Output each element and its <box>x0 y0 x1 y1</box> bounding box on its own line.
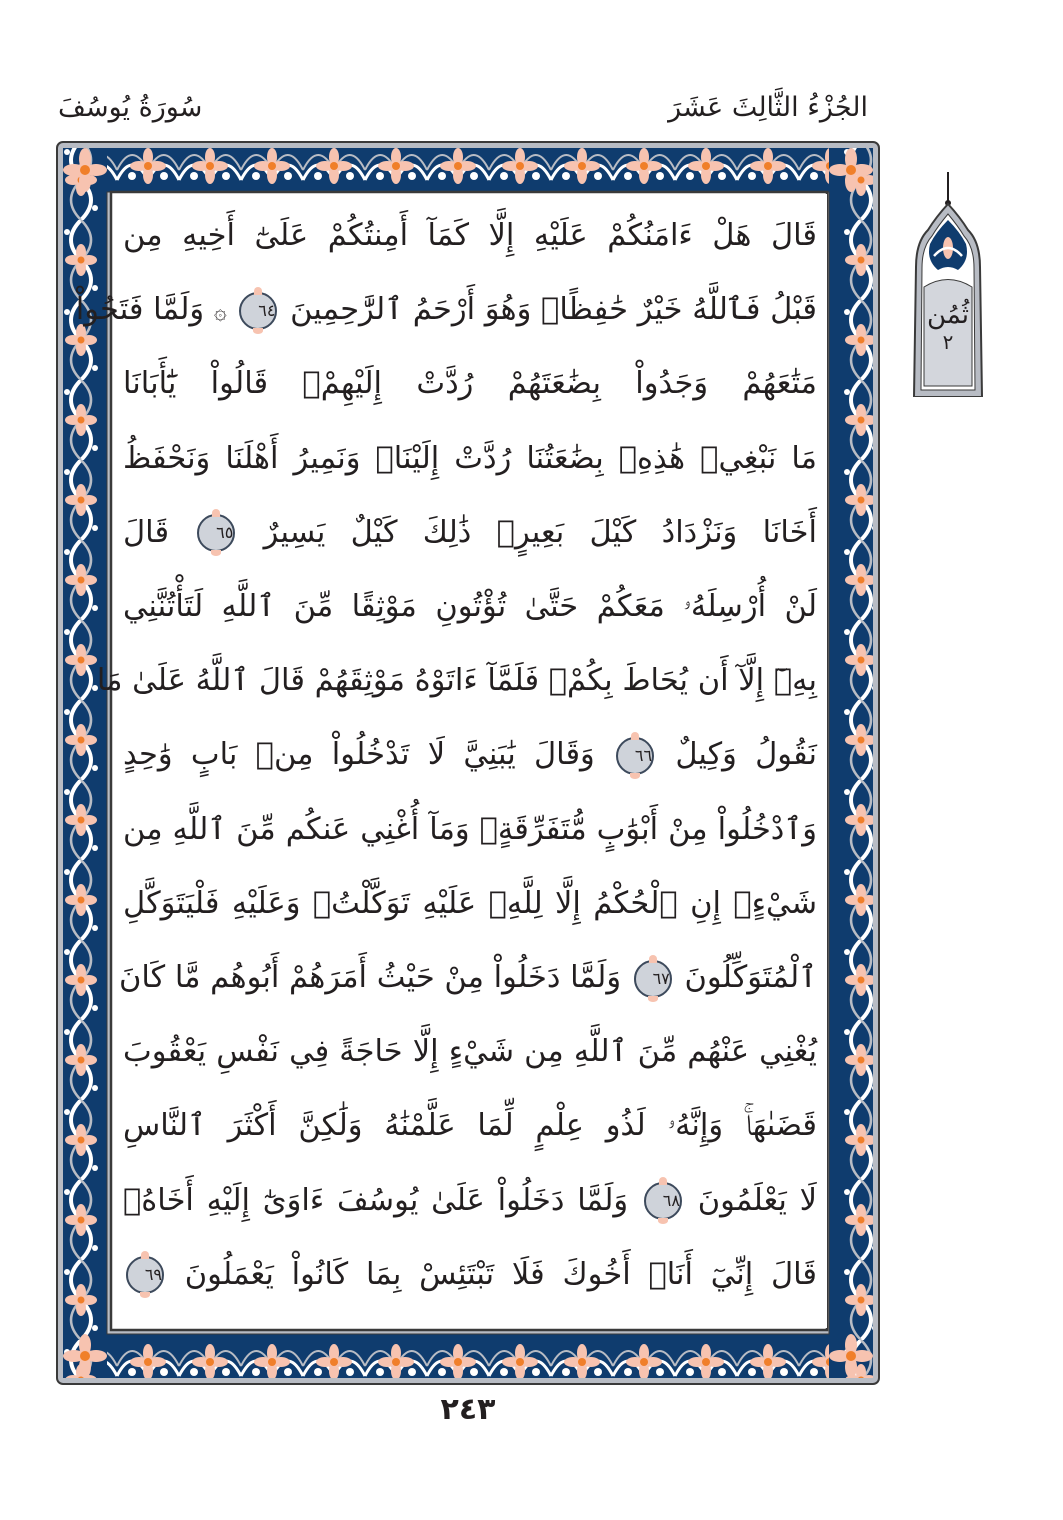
ayah-number-marker: ٦٥ <box>197 514 235 552</box>
verse-text: لَا يَعْلَمُونَ <box>697 1182 817 1218</box>
verse-text: لَنْ أُرْسِلَهُۥ مَعَكُمْ حَتَّىٰ تُؤْتُونِ مَوْثِقًا مِّنَ ٱللَّهِ لَتَأْتُنَّنِي <box>123 589 817 624</box>
hizb-marker <box>908 172 988 397</box>
text-line <box>123 727 817 783</box>
text-line <box>123 1098 817 1154</box>
verse-text: وَلَمَّا دَخَلُواْ عَلَىٰ يُوسُفَ ءَاوَىٰٓ إِلَيْهِ أَخَاهُۖ <box>123 1182 629 1218</box>
juz-title: الجُزْءُ الثَّالِثَ عَشَرَ <box>668 92 868 123</box>
ayah-number-marker: ٦٤ <box>239 292 277 330</box>
text-line <box>123 579 817 635</box>
text-line <box>96 653 817 709</box>
text-panel <box>75 194 827 1328</box>
ayah-number-marker: ٦٨ <box>644 1182 682 1220</box>
hizb-number: ٢ <box>942 330 954 354</box>
verse-text: مَا نَبْغِيۖ هَٰذِهِۦ بِضَٰعَتُنَا رُدَّتْ إِلَيْنَاۖ وَنَمِيرُ أَهْلَنَا وَنَحْفَظُ <box>123 440 817 476</box>
text-line <box>75 282 817 338</box>
text-line <box>123 431 817 487</box>
text-line <box>123 876 817 932</box>
verse-text: قَبْلُ فَٱللَّهُ خَيْرٌ حَٰفِظًاۖ وَهُوَ أَرْحَمُ ٱلرَّٰحِمِينَ <box>290 292 817 328</box>
ayah-number-marker: ٦٧ <box>634 960 672 998</box>
hizb-label <box>908 300 988 354</box>
text-line <box>123 1247 817 1303</box>
verse-text: قَضَىٰهَاۚ وَإِنَّهُۥ لَذُو عِلْمٍ لِّمَا عَلَّمْنَٰهُ وَلَٰكِنَّ أَكْثَرَ ٱلنَّاسِ <box>123 1108 817 1144</box>
verse-text: وَلَمَّا دَخَلُواْ مِنْ حَيْثُ أَمَرَهُمْ أَبُوهُم مَّا كَانَ <box>118 960 622 995</box>
ayah-number-marker: ٦٦ <box>616 737 654 775</box>
text-line <box>123 208 817 264</box>
rub-el-hizb-icon: ۞ <box>213 300 227 326</box>
verse-text: وَلَمَّا فَتَحُواْ <box>75 292 205 328</box>
text-line <box>123 1024 817 1080</box>
verse-text: مَتَٰعَهُمْ وَجَدُواْ بِضَٰعَتَهُمْ رُدَّتْ إِلَيْهِمْۖ قَالُواْ يَٰٓأَبَانَا <box>123 366 817 402</box>
verse-text: قَالَ <box>123 514 170 550</box>
text-line <box>123 356 817 412</box>
verse-text: وَقَالَ يَٰبَنِيَّ لَا تَدْخُلُواْ مِنۢ بَابٍ وَٰحِدٍ <box>123 737 595 773</box>
verse-text: قَالَ إِنِّيٓ أَنَا۠ أَخُوكَ فَلَا تَبْتَئِسْ بِمَا كَانُواْ يَعْمَلُونَ <box>184 1256 817 1292</box>
text-line <box>123 1173 817 1229</box>
verse-text: ٱلْمُتَوَكِّلُونَ <box>684 960 817 995</box>
verse-text: قَالَ هَلْ ءَامَنُكُمْ عَلَيْهِ إِلَّا كَمَآ أَمِنتُكُمْ عَلَىٰٓ أَخِيهِ مِن <box>123 218 817 253</box>
text-line <box>118 950 817 1006</box>
verse-text: يُغْنِي عَنْهُم مِّنَ ٱللَّهِ مِن شَيْءٍ إِلَّا حَاجَةً فِي نَفْسِ يَعْقُوبَ <box>123 1034 817 1070</box>
verse-text: شَيْءٍۖ إِنِ ٱلْحُكْمُ إِلَّا لِلَّهِۖ عَلَيْهِ تَوَكَّلْتُۖ وَعَلَيْهِ فَلْيَتَوَكَّلِ <box>123 885 817 921</box>
ayah-number-marker: ٦٩ <box>126 1256 164 1294</box>
surah-title: سُورَةُ يُوسُفَ <box>58 92 203 123</box>
verse-text: نَقُولُ وَكِيلٌ <box>675 737 817 773</box>
verse-text: وَٱدْخُلُواْ مِنْ أَبْوَٰبٍ مُّتَفَرِّقَةٍۖ وَمَآ أُغْنِي عَنكُم مِّنَ ٱللَّهِ مِن <box>123 811 817 847</box>
verse-text: بِهِۦٓ إِلَّآ أَن يُحَاطَ بِكُمْۖ فَلَمَّآ ءَاتَوْهُ مَوْثِقَهُمْ قَالَ ٱللَّهُ عَلَىٰ مَا <box>96 663 817 699</box>
page-number: ٢٤٣ <box>440 1392 496 1427</box>
text-line <box>123 802 817 858</box>
text-line <box>123 505 817 561</box>
verse-text: أَخَانَا وَنَزْدَادُ كَيْلَ بَعِيرٍۖ ذَٰلِكَ كَيْلٌ يَسِيرٌ <box>263 514 817 550</box>
hizb-word: ثُمُن <box>926 300 970 330</box>
